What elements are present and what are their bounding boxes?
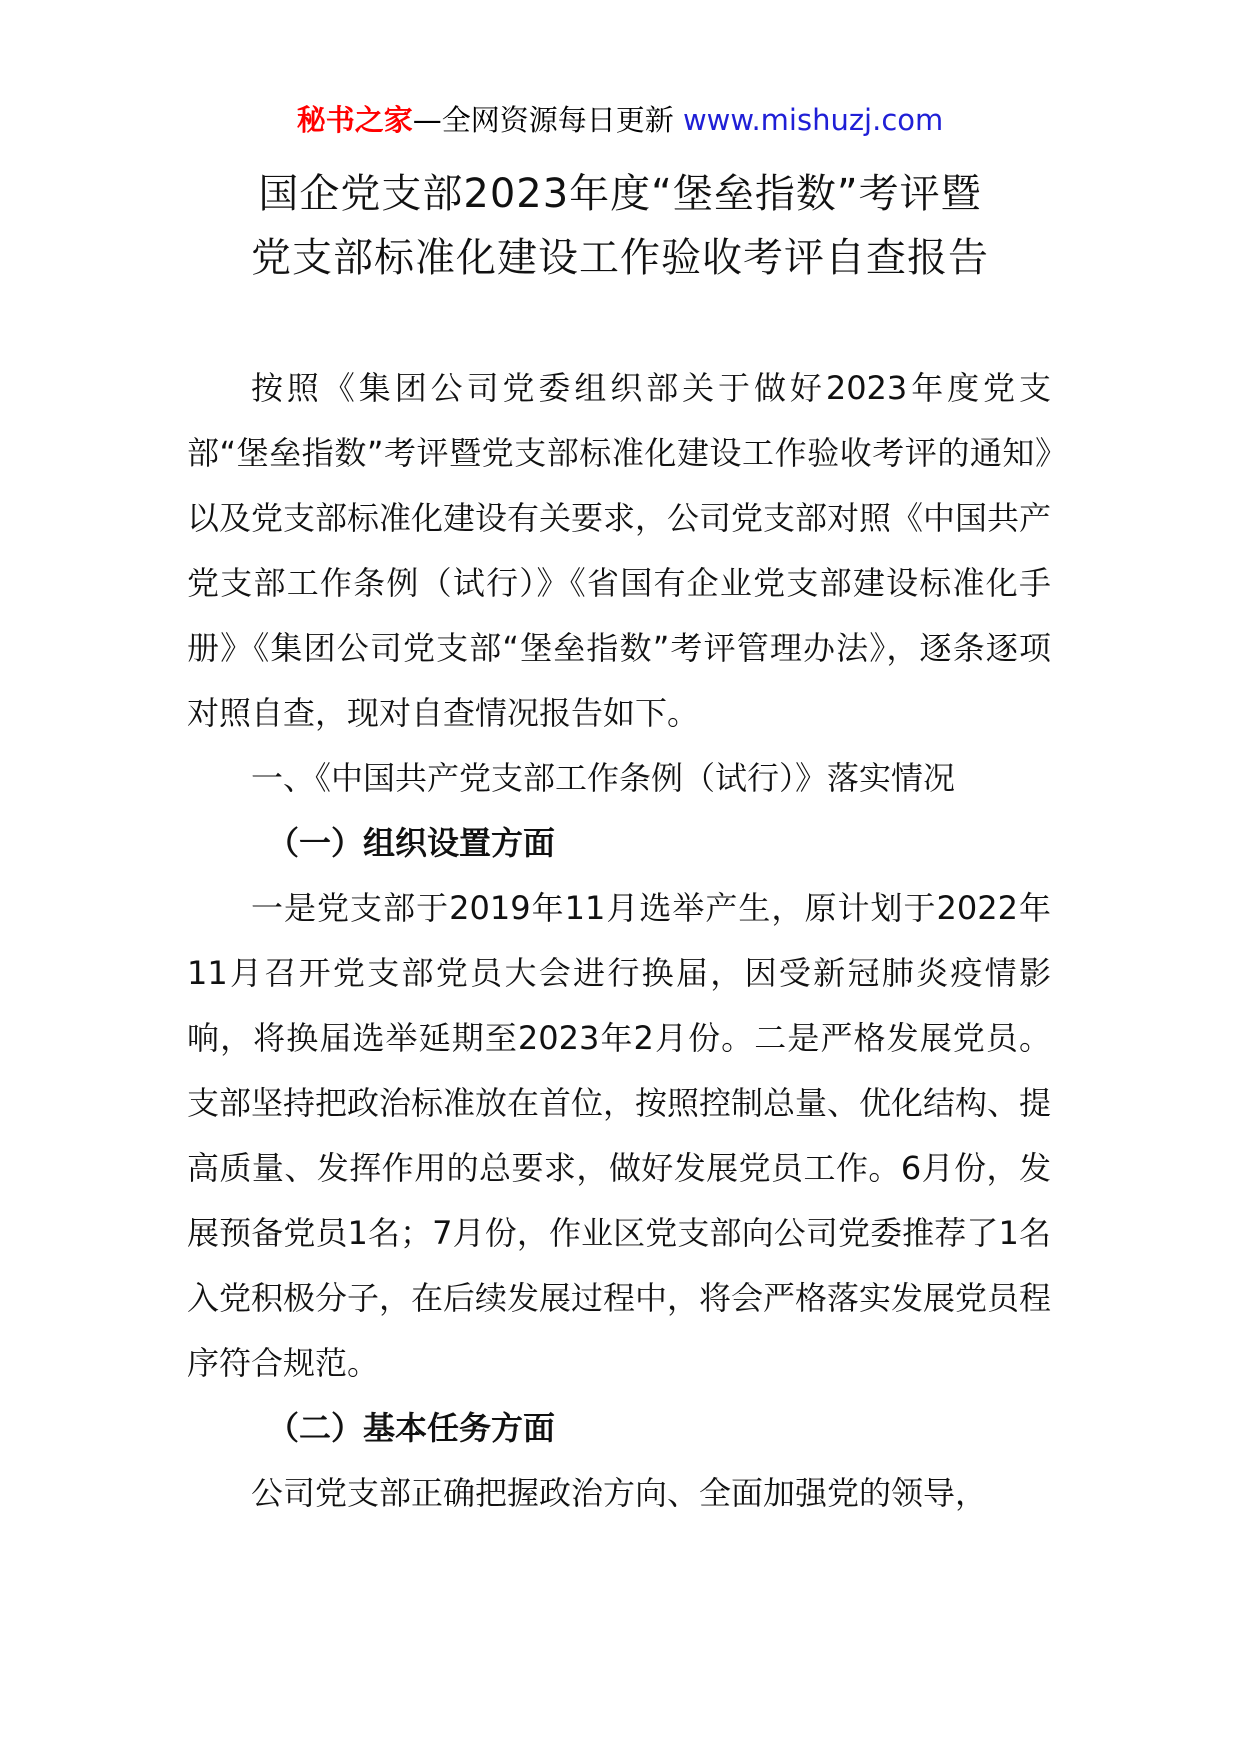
- section-1-heading: 一、《中国共产党支部工作条例（试行）》落实情况: [251, 759, 956, 797]
- header-banner: [0, 100, 1240, 140]
- subsection-2-paragraph: 公司党支部正确把握政治方向、全面加强党的领导，: [251, 1474, 988, 1512]
- title-line-2: 党支部标准化建设工作验收考评自查报告: [251, 235, 989, 281]
- subsection-2-heading: （二）基本任务方面: [267, 1409, 556, 1447]
- document-body: [187, 356, 1051, 1526]
- site-url-link[interactable]: www.mishuzj.com: [682, 103, 944, 137]
- brand-name: 秘书之家: [296, 103, 413, 137]
- subsection-1-heading: （一）组织设置方面: [267, 824, 556, 862]
- header-tagline: —全网资源每日更新: [412, 103, 674, 137]
- title-line-1: 国企党支部2023年度“堡垒指数”考评暨: [258, 171, 982, 217]
- intro-paragraph: 按照《集团公司党委组织部关于做好2023年度党支部“堡垒指数”考评暨党支部标准化建设工作验收考评的通知》以及党支部标准化建设有关要求，公司党支部对照《中国共产党支部工作条例（试行）》《省国有企业党支部建设标准化手册》《集团公司党支部“堡垒指数”考评管理办法》，逐条逐项对照自查，现对自查情况报告如下。: [187, 369, 1052, 732]
- document-title: [0, 162, 1240, 290]
- subsection-1-paragraph: 一是党支部于2019年11月选举产生，原计划于2022年11月召开党支部党员大会进行换届，因受新冠肺炎疫情影响，将换届选举延期至2023年2月份。二是严格发展党员。支部坚持把政治标准放在首位，按照控制总量、优化结构、提高质量、发挥作用的总要求，做好发展党员工作。6月份，发展预备党员1名；7月份，作业区党支部向公司党委推荐了1名入党积极分子，在后续发展过程中，将会严格落实发展党员程序符合规范。: [187, 889, 1052, 1382]
